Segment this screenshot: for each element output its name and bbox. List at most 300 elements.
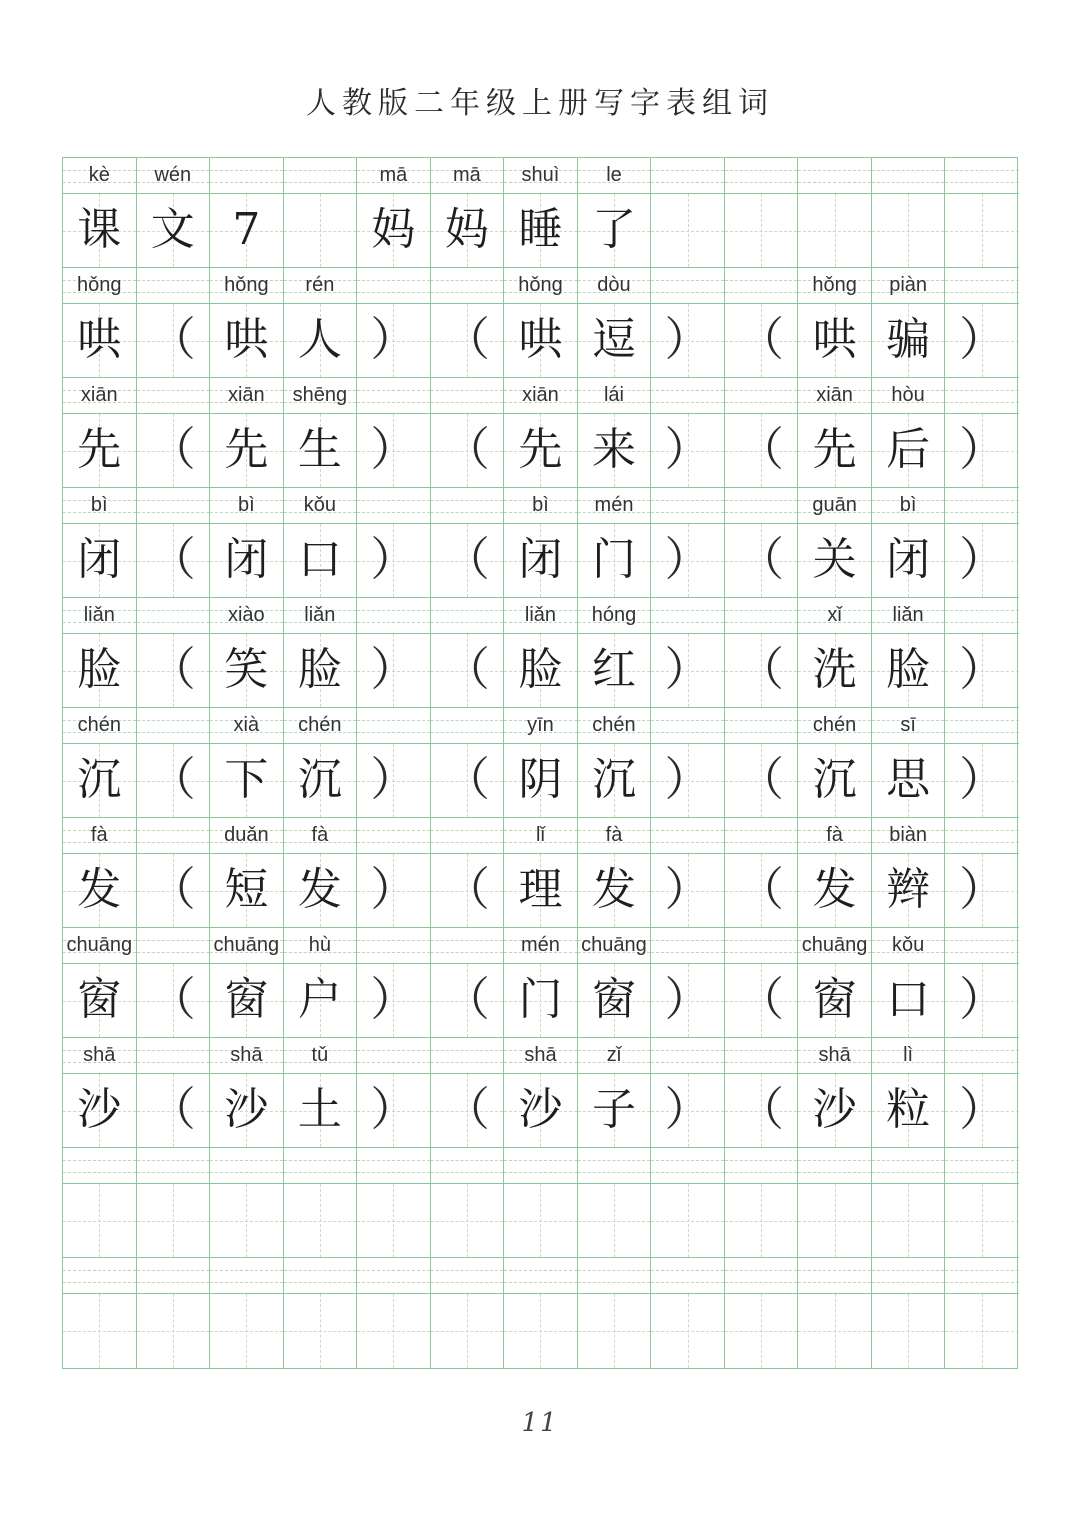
pinyin-cell <box>725 268 799 304</box>
character-cell <box>798 744 872 818</box>
character-cell <box>210 304 284 378</box>
character-cell <box>578 524 652 598</box>
character-cell <box>284 304 358 378</box>
writing-grid <box>62 157 1018 1369</box>
character-cell <box>578 744 652 818</box>
character-text: 门 <box>591 534 636 585</box>
character-row <box>63 194 1017 268</box>
character-cell <box>357 964 431 1038</box>
character-cell <box>504 194 578 268</box>
pinyin-text: hòu <box>891 384 925 406</box>
pinyin-cell <box>431 488 505 524</box>
pinyin-text: chén <box>298 714 342 736</box>
pinyin-cell <box>798 928 872 964</box>
pinyin-row <box>63 1148 1017 1184</box>
bracket: ） <box>370 424 417 475</box>
pinyin-text: shuì <box>521 164 560 186</box>
character-row <box>63 634 1017 708</box>
character-text: 文 <box>150 204 195 255</box>
character-text: 逗 <box>591 314 636 365</box>
pinyin-text: chén <box>592 714 636 736</box>
bracket: （ <box>443 864 490 915</box>
pinyin-text: wén <box>154 164 192 186</box>
pinyin-cell <box>63 598 137 634</box>
pinyin-cell <box>578 1148 652 1184</box>
character-text: 7 <box>232 204 261 255</box>
character-cell <box>651 524 725 598</box>
pinyin-text: chén <box>77 714 121 736</box>
character-cell <box>504 524 578 598</box>
character-text: 沙 <box>224 1084 269 1135</box>
pinyin-row <box>63 818 1017 854</box>
character-text: 窗 <box>591 974 636 1025</box>
pinyin-cell <box>725 1038 799 1074</box>
pinyin-cell <box>872 1258 946 1294</box>
pinyin-cell <box>945 818 1019 854</box>
character-text: 来 <box>591 424 636 475</box>
character-text: 口 <box>886 974 931 1025</box>
pinyin-cell <box>431 598 505 634</box>
pinyin-cell <box>63 708 137 744</box>
pinyin-cell <box>798 488 872 524</box>
character-text: 沙 <box>812 1084 857 1135</box>
pinyin-text: fà <box>90 824 108 846</box>
character-cell <box>872 1184 946 1258</box>
pinyin-cell <box>284 158 358 194</box>
pinyin-row <box>63 1038 1017 1074</box>
character-cell <box>63 304 137 378</box>
pinyin-text: xiān <box>816 384 853 406</box>
character-text: 沉 <box>297 754 342 805</box>
character-row <box>63 304 1017 378</box>
pinyin-cell <box>651 818 725 854</box>
character-text: 辫 <box>886 864 931 915</box>
pinyin-cell <box>651 928 725 964</box>
character-text: 闭 <box>518 534 563 585</box>
pinyin-cell <box>872 378 946 414</box>
character-row <box>63 1074 1017 1148</box>
pinyin-cell <box>872 158 946 194</box>
pinyin-cell <box>431 818 505 854</box>
bracket: （ <box>443 754 490 805</box>
character-row <box>63 414 1017 488</box>
bracket: ） <box>959 644 1006 695</box>
pinyin-cell <box>798 1258 872 1294</box>
pinyin-cell <box>63 1148 137 1184</box>
pinyin-cell <box>284 378 358 414</box>
character-cell <box>210 964 284 1038</box>
pinyin-cell <box>725 1148 799 1184</box>
pinyin-text: xǐ <box>827 604 842 626</box>
pinyin-cell <box>872 268 946 304</box>
character-text: 洗 <box>812 644 857 695</box>
character-cell <box>137 1294 211 1368</box>
character-cell <box>137 964 211 1038</box>
character-cell <box>284 1074 358 1148</box>
bracket: （ <box>738 1084 785 1135</box>
pinyin-cell <box>284 1258 358 1294</box>
character-cell <box>578 1294 652 1368</box>
character-cell <box>872 524 946 598</box>
bracket: ） <box>664 534 711 585</box>
pinyin-text: zǐ <box>606 1044 622 1066</box>
pinyin-text: hóng <box>591 604 637 626</box>
character-cell <box>431 194 505 268</box>
pinyin-text: mén <box>594 494 634 516</box>
character-text: 人 <box>297 314 342 365</box>
character-text: 沉 <box>77 754 122 805</box>
character-cell <box>357 854 431 928</box>
bracket: ） <box>664 974 711 1025</box>
character-text: 生 <box>297 424 342 475</box>
character-cell <box>798 304 872 378</box>
pinyin-text: bì <box>237 494 255 516</box>
page-number: 11 <box>521 1408 559 1438</box>
bracket: （ <box>149 644 196 695</box>
character-cell <box>945 414 1019 488</box>
word-row-group <box>63 158 1017 268</box>
bracket: （ <box>149 754 196 805</box>
character-row <box>63 1294 1017 1368</box>
pinyin-text: xiān <box>80 384 118 406</box>
character-cell <box>357 524 431 598</box>
character-cell <box>872 1074 946 1148</box>
bracket: ） <box>959 1084 1006 1135</box>
pinyin-text: guān <box>812 494 857 516</box>
character-cell <box>431 304 505 378</box>
bracket: ） <box>959 864 1006 915</box>
pinyin-row <box>63 268 1017 304</box>
pinyin-cell <box>945 268 1019 304</box>
pinyin-cell <box>578 378 652 414</box>
bracket: （ <box>149 864 196 915</box>
character-cell <box>872 304 946 378</box>
character-text: 脸 <box>886 644 931 695</box>
word-row-group <box>63 708 1017 818</box>
pinyin-cell <box>872 598 946 634</box>
character-text: 妈 <box>444 204 489 255</box>
pinyin-cell <box>357 708 431 744</box>
bracket: （ <box>443 974 490 1025</box>
character-text: 发 <box>812 864 857 915</box>
pinyin-cell <box>357 1148 431 1184</box>
pinyin-text: xiān <box>227 384 265 406</box>
character-text: 脸 <box>77 644 122 695</box>
character-cell <box>725 304 799 378</box>
pinyin-cell <box>284 268 358 304</box>
pinyin-text: mén <box>521 934 560 956</box>
pinyin-cell <box>137 158 211 194</box>
character-cell <box>872 634 946 708</box>
pinyin-cell <box>137 268 211 304</box>
character-cell <box>504 1184 578 1258</box>
pinyin-cell <box>284 928 358 964</box>
bracket: （ <box>443 424 490 475</box>
character-cell <box>945 744 1019 818</box>
character-cell <box>504 1074 578 1148</box>
pinyin-text: xiān <box>522 384 559 406</box>
character-cell <box>63 854 137 928</box>
bracket: ） <box>959 314 1006 365</box>
character-cell <box>357 414 431 488</box>
pinyin-cell <box>872 1148 946 1184</box>
character-cell <box>872 964 946 1038</box>
pinyin-cell <box>357 158 431 194</box>
pinyin-text: hǒng <box>224 274 269 296</box>
character-cell <box>725 1294 799 1368</box>
pinyin-cell <box>137 1038 211 1074</box>
character-cell <box>872 194 946 268</box>
character-text: 关 <box>812 534 857 585</box>
bracket: ） <box>959 754 1006 805</box>
pinyin-cell <box>578 818 652 854</box>
pinyin-text: rén <box>305 274 335 296</box>
pinyin-text: bì <box>90 494 108 516</box>
pinyin-row <box>63 598 1017 634</box>
pinyin-text: bì <box>899 494 917 516</box>
bracket: ） <box>959 974 1006 1025</box>
character-cell <box>578 1184 652 1258</box>
pinyin-cell <box>210 708 284 744</box>
character-cell <box>284 744 358 818</box>
bracket: ） <box>664 424 711 475</box>
pinyin-text: fà <box>826 824 843 846</box>
character-cell <box>504 744 578 818</box>
pinyin-cell <box>651 488 725 524</box>
character-cell <box>137 1074 211 1148</box>
pinyin-cell <box>725 158 799 194</box>
pinyin-cell <box>357 1258 431 1294</box>
character-cell <box>357 634 431 708</box>
character-cell <box>63 524 137 598</box>
pinyin-cell <box>357 268 431 304</box>
character-row <box>63 964 1017 1038</box>
bracket: （ <box>149 534 196 585</box>
pinyin-text: shā <box>818 1044 851 1066</box>
pinyin-cell <box>137 378 211 414</box>
character-cell <box>284 854 358 928</box>
bracket: （ <box>149 314 196 365</box>
character-text: 阴 <box>518 754 563 805</box>
pinyin-text: kǒu <box>891 934 925 956</box>
pinyin-cell <box>504 268 578 304</box>
pinyin-cell <box>578 1038 652 1074</box>
character-cell <box>651 634 725 708</box>
pinyin-cell <box>63 1038 137 1074</box>
character-cell <box>210 1294 284 1368</box>
pinyin-cell <box>872 818 946 854</box>
pinyin-cell <box>63 818 137 854</box>
pinyin-cell <box>578 268 652 304</box>
word-row-group <box>63 488 1017 598</box>
pinyin-cell <box>210 378 284 414</box>
bracket: ） <box>664 864 711 915</box>
pinyin-cell <box>945 1148 1019 1184</box>
pinyin-cell <box>651 1258 725 1294</box>
pinyin-text: hǒng <box>518 274 563 296</box>
character-text: 笑 <box>224 644 269 695</box>
bracket: （ <box>738 974 785 1025</box>
character-cell <box>504 1294 578 1368</box>
pinyin-cell <box>872 928 946 964</box>
character-cell <box>945 854 1019 928</box>
pinyin-text: fà <box>311 824 329 846</box>
pinyin-cell <box>63 268 137 304</box>
character-cell <box>431 634 505 708</box>
pinyin-cell <box>504 708 578 744</box>
character-cell <box>210 744 284 818</box>
pinyin-cell <box>798 378 872 414</box>
character-text: 粒 <box>886 1084 931 1135</box>
character-cell <box>284 414 358 488</box>
pinyin-cell <box>651 1148 725 1184</box>
pinyin-row <box>63 158 1017 194</box>
character-cell <box>725 194 799 268</box>
character-cell <box>872 414 946 488</box>
bracket: （ <box>149 1084 196 1135</box>
bracket: ） <box>664 754 711 805</box>
pinyin-cell <box>357 1038 431 1074</box>
pinyin-cell <box>872 1038 946 1074</box>
pinyin-cell <box>137 488 211 524</box>
character-cell <box>63 1184 137 1258</box>
character-text: 课 <box>77 204 122 255</box>
bracket: ） <box>664 644 711 695</box>
pinyin-cell <box>357 378 431 414</box>
bracket: （ <box>443 534 490 585</box>
bracket: （ <box>738 424 785 475</box>
pinyin-cell <box>284 1038 358 1074</box>
pinyin-text: liǎn <box>304 604 336 626</box>
character-cell <box>651 414 725 488</box>
character-text: 窗 <box>77 974 122 1025</box>
pinyin-cell <box>63 928 137 964</box>
pinyin-text: yīn <box>527 714 554 736</box>
character-text: 后 <box>886 424 931 475</box>
pinyin-cell <box>431 708 505 744</box>
pinyin-cell <box>357 818 431 854</box>
character-cell <box>945 1184 1019 1258</box>
pinyin-cell <box>210 818 284 854</box>
pinyin-text: fà <box>605 824 623 846</box>
pinyin-cell <box>63 378 137 414</box>
pinyin-cell <box>504 818 578 854</box>
character-cell <box>63 964 137 1038</box>
pinyin-text: chuāng <box>801 934 868 956</box>
character-text: 骗 <box>886 314 931 365</box>
pinyin-cell <box>137 928 211 964</box>
character-text: 先 <box>812 424 857 475</box>
character-cell <box>63 744 137 818</box>
character-text: 先 <box>77 424 122 475</box>
character-cell <box>63 194 137 268</box>
character-text: 窗 <box>224 974 269 1025</box>
character-cell <box>210 634 284 708</box>
pinyin-text: lǐ <box>536 824 545 846</box>
bracket: ） <box>664 314 711 365</box>
character-text: 子 <box>591 1084 636 1135</box>
pinyin-text: xiào <box>227 604 265 626</box>
character-text: 户 <box>297 974 342 1025</box>
character-cell <box>431 1074 505 1148</box>
pinyin-cell <box>357 928 431 964</box>
character-cell <box>651 1074 725 1148</box>
pinyin-cell <box>210 1148 284 1184</box>
character-cell <box>578 304 652 378</box>
pinyin-cell <box>578 598 652 634</box>
word-row-group <box>63 378 1017 488</box>
pinyin-cell <box>725 818 799 854</box>
character-cell <box>431 524 505 598</box>
character-cell <box>431 1294 505 1368</box>
pinyin-text: lái <box>603 384 624 406</box>
character-row <box>63 854 1017 928</box>
pinyin-cell <box>210 268 284 304</box>
pinyin-cell <box>284 708 358 744</box>
pinyin-text: chuāng <box>581 934 647 956</box>
bracket: （ <box>738 864 785 915</box>
pinyin-cell <box>431 268 505 304</box>
character-cell <box>63 414 137 488</box>
word-row-group <box>63 598 1017 708</box>
pinyin-text: le <box>606 164 622 186</box>
pinyin-cell <box>431 158 505 194</box>
character-cell <box>945 524 1019 598</box>
character-text: 闭 <box>224 534 269 585</box>
bracket: （ <box>738 644 785 695</box>
character-cell <box>63 1294 137 1368</box>
pinyin-text: duǎn <box>224 824 269 846</box>
character-cell <box>357 194 431 268</box>
character-cell <box>284 634 358 708</box>
pinyin-row <box>63 378 1017 414</box>
character-cell <box>63 1074 137 1148</box>
character-cell <box>651 194 725 268</box>
character-cell <box>357 304 431 378</box>
character-text: 沙 <box>77 1084 122 1135</box>
pinyin-cell <box>504 1258 578 1294</box>
bracket: （ <box>149 424 196 475</box>
pinyin-text: hù <box>308 934 331 956</box>
pinyin-cell <box>63 158 137 194</box>
word-row-group <box>63 1258 1017 1368</box>
pinyin-text: xià <box>233 714 260 736</box>
pinyin-cell <box>357 488 431 524</box>
pinyin-text: shā <box>524 1044 557 1066</box>
character-cell <box>137 414 211 488</box>
pinyin-cell <box>725 378 799 414</box>
pinyin-cell <box>725 928 799 964</box>
pinyin-row <box>63 708 1017 744</box>
character-text: 口 <box>297 534 342 585</box>
character-cell <box>431 1184 505 1258</box>
character-cell <box>210 194 284 268</box>
pinyin-cell <box>651 598 725 634</box>
pinyin-cell <box>798 708 872 744</box>
character-cell <box>504 964 578 1038</box>
pinyin-text: shēng <box>292 384 348 406</box>
pinyin-text: chuāng <box>213 934 280 956</box>
pinyin-text: shā <box>83 1044 116 1066</box>
pinyin-cell <box>504 928 578 964</box>
bracket: ） <box>664 1084 711 1135</box>
pinyin-text: biàn <box>889 824 928 846</box>
pinyin-cell <box>504 488 578 524</box>
pinyin-cell <box>945 928 1019 964</box>
character-cell <box>798 414 872 488</box>
character-cell <box>651 964 725 1038</box>
pinyin-cell <box>504 598 578 634</box>
